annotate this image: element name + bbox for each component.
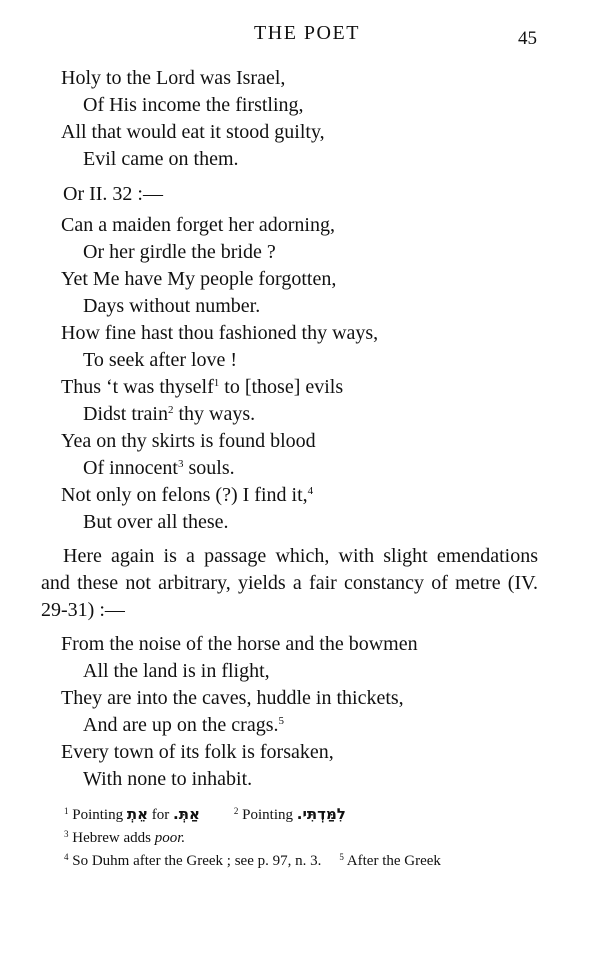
verse-text: souls. xyxy=(183,457,235,479)
verse-text: Not only on felons (?) I find it, xyxy=(61,484,308,506)
stanza-1 xyxy=(0,65,614,173)
footnote-1-2 xyxy=(0,803,614,827)
footnote-marker: 2 xyxy=(168,404,174,416)
citation-intro: Or II. 32 :— xyxy=(63,183,163,205)
footnote-marker: 5 xyxy=(278,715,284,727)
footnote-text: Pointing xyxy=(72,807,124,823)
verse-line: All the land is in flight, xyxy=(83,660,270,682)
footnote-number: 1 xyxy=(64,806,69,816)
footnote-text: for xyxy=(151,807,170,823)
footnote-text: So Duhm after the Greek ; see p. 97, n. 3. xyxy=(72,853,322,869)
verse-line: Of His income the firstling, xyxy=(83,94,304,116)
verse-line: Evil came on them. xyxy=(83,148,239,170)
verse-line: Can a maiden forget her adorning, xyxy=(61,214,335,236)
verse-line: Yea on thy skirts is found blood xyxy=(61,430,316,452)
verse-line: Every town of its folk is forsaken, xyxy=(61,741,334,763)
footnotes xyxy=(0,803,614,873)
page-number: 45 xyxy=(518,28,537,49)
stanza-2 xyxy=(0,212,614,536)
hebrew-word: אֵתְ xyxy=(126,805,149,823)
footnote-number: 3 xyxy=(64,829,69,839)
verse-text: Thus ‘t was thyself xyxy=(61,376,214,398)
footnote-text: After the Greek xyxy=(346,853,441,869)
footnote-marker: 3 xyxy=(177,458,184,470)
verse-line: Days without number. xyxy=(83,295,261,317)
footnote-text: Hebrew adds xyxy=(72,830,151,846)
stanza-3 xyxy=(0,631,614,793)
hebrew-word: אַתְּ. xyxy=(173,805,200,823)
verse-text: Didst train xyxy=(83,403,168,425)
verse-line: Yet Me have My people forgotten, xyxy=(61,268,337,290)
footnote-italic: poor. xyxy=(154,830,186,846)
verse-line: Or her girdle the bride ? xyxy=(83,241,276,263)
verse-line: They are into the caves, huddle in thickets, xyxy=(61,687,404,709)
verse-line xyxy=(0,455,614,482)
footnote-number: 2 xyxy=(233,806,239,816)
footnote-number: 5 xyxy=(339,852,344,862)
verse-line: All that would eat it stood guilty, xyxy=(61,121,325,143)
footnote-marker: 1 xyxy=(213,377,220,389)
paragraph-text: Here again is a passage which, with slight emendations and these not arbitrary, yields a fair constancy of metre (IV. 29-31) :— xyxy=(41,545,538,621)
verse-line: From the noise of the horse and the bowmen xyxy=(61,633,418,655)
footnote-marker: 4 xyxy=(307,485,314,497)
verse-line xyxy=(0,401,614,428)
verse-text: thy ways. xyxy=(173,403,256,425)
footnote-4-5 xyxy=(0,850,614,873)
verse-line: But over all these. xyxy=(83,511,229,533)
verse-line: Holy to the Lord was Israel, xyxy=(61,67,286,89)
verse-text: Of innocent xyxy=(83,457,178,479)
verse-line: How fine hast thou fashioned thy ways, xyxy=(61,322,379,344)
footnote-3 xyxy=(0,827,614,850)
verse-line: With none to inhabit. xyxy=(83,768,253,790)
verse-line: To seek after love ! xyxy=(83,349,238,371)
footnote-number: 4 xyxy=(64,852,69,862)
verse-text: And are up on the crags. xyxy=(83,714,279,736)
verse-line xyxy=(0,482,614,509)
hebrew-word: לִמַּדְתִּי. xyxy=(296,805,346,823)
verse-text: to [those] evils xyxy=(219,376,344,398)
prose-paragraph xyxy=(41,543,538,624)
verse-line xyxy=(0,374,614,401)
verse-line xyxy=(0,712,614,739)
footnote-text: Pointing xyxy=(242,807,294,823)
running-head: THE POET xyxy=(254,22,360,44)
